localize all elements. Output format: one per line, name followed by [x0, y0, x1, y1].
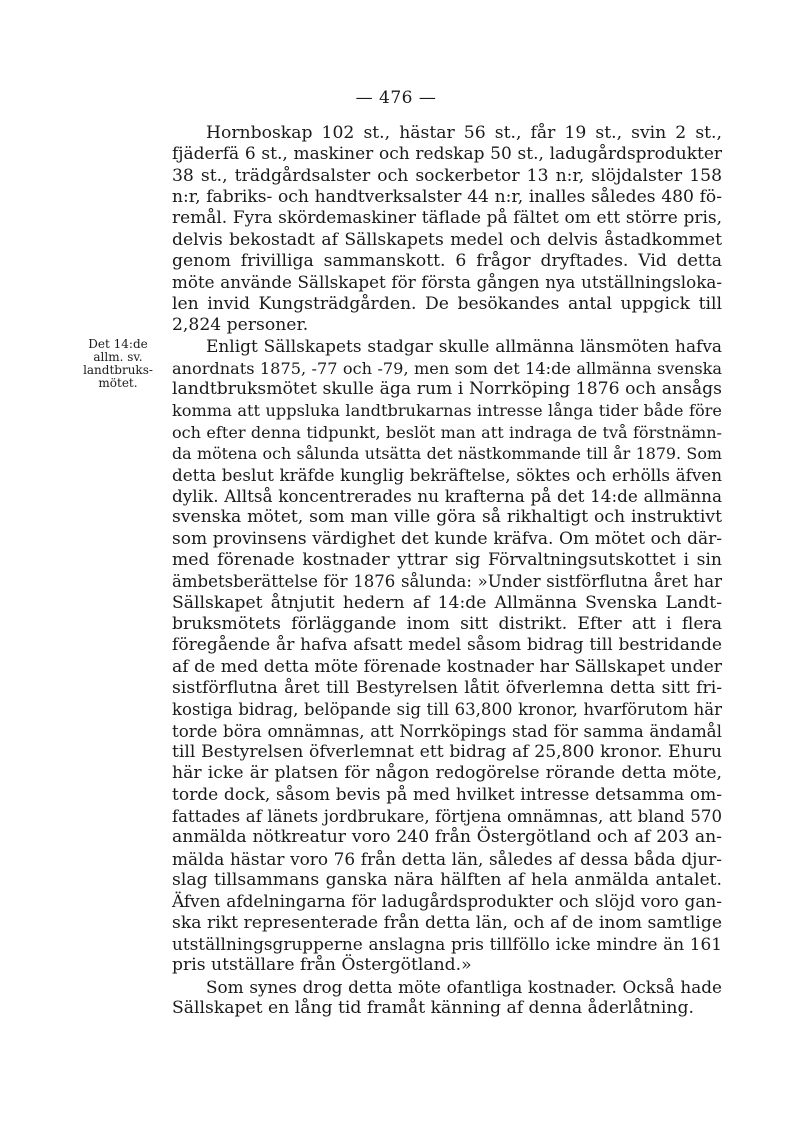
text-line: len invid Kungsträdgården. De besökandes antal uppgick till	[172, 293, 722, 314]
text-line: Hornboskap 102 st., hästar 56 st., får 19 st., svin 2 st.,	[206, 123, 722, 143]
margin-note-line: allm. sv.	[93, 350, 143, 364]
text-line: pris utställare från Östergötland.»	[172, 955, 472, 976]
text-line: 2,824 personer.	[172, 315, 309, 336]
text-line: af de med detta möte förenade kostnader har Sällskapet under	[172, 656, 722, 677]
text-line: fattades af länets jordbrukare, förtjena omnämnas, att bland 570	[172, 807, 722, 826]
margin-note-line: Det 14:de	[88, 337, 148, 351]
text-line: mälda hästar voro 76 från detta län, således af dessa båda djur-	[172, 848, 722, 869]
text-line: da mötena och sålunda utsätta det nästkommande till år 1879. Som	[172, 444, 722, 464]
text-line: här icke är platsen för någon redogörelse rörande detta möte,	[172, 763, 722, 784]
text-line: sistförflutna året till Bestyrelsen låtit öfverlemna detta sitt fri-	[172, 677, 722, 698]
text-line: ämbetsberättelse för 1876 sålunda: »Under sistförflutna året har	[172, 572, 722, 592]
text-line: dylik. Alltså koncentrerades nu krafterna på det 14:de allmänna	[172, 485, 722, 506]
text-line: slag tillsammans ganska nära hälften af hela anmälda antalet.	[172, 870, 722, 891]
text-line: utställningsgrupperne anslagna pris tillföllo icke mindre än 161	[172, 934, 722, 955]
text-line: föregående år hafva afsatt medel såsom bidrag till bestridande	[172, 635, 722, 656]
text-line: fjäderfä 6 st., maskiner och redskap 50 st., ladugårdsprodukter	[172, 144, 722, 165]
text-line: svenska mötet, som man ville göra så rikhaltigt och instruktivt	[172, 507, 722, 528]
text-line: och efter denna tidpunkt, beslöt man att indraga de två förstnämn-	[172, 422, 722, 442]
text-line: Som synes drog detta möte ofantliga kostnader. Också hade	[206, 976, 722, 997]
text-line: genom frivilliga sammanskott. 6 frågor dryftades. Vid detta	[172, 251, 722, 272]
text-line: landtbruksmötet skulle äga rum i Norrköping 1876 och ansågs	[172, 379, 722, 400]
text-line: komma att uppsluka landtbrukarnas intresse långa tider både före	[172, 401, 722, 421]
text-line: 38 st., trädgårdsalster och sockerbetor 13 n:r, slöjdalster 158	[172, 165, 722, 186]
text-line: Enligt Sällskapets stadgar skulle allmänna länsmöten hafva	[206, 336, 722, 357]
text-line: kostiga bidrag, belöpande sig till 63,800 kronor, hvarförutom här	[172, 700, 722, 720]
text-line: som provinsens värdighet det kunde kräfva. Om mötet och där-	[172, 528, 722, 549]
text-line: torde böra omnämnas, att Norrköpings stad för samma ändamål	[172, 720, 722, 741]
margin-note	[74, 338, 162, 390]
page-number: — 476 —	[355, 88, 437, 108]
text-line: anordnats 1875, -77 och -79, men som det 14:de allmänna svenska	[172, 358, 722, 378]
text-line: Sällskapet åtnjutit hedern af 14:de Allmänna Svenska Landt-	[172, 592, 722, 613]
text-line: n:r, fabriks- och handtverksalster 44 n:r, inalles således 480 fö-	[172, 187, 722, 208]
text-line: bruksmötets förläggande inom sitt distrikt. Efter att i flera	[172, 613, 722, 634]
text-line: anmälda nötkreatur voro 240 från Östergötland och af 203 an-	[172, 827, 722, 848]
text-line: ska rikt representerade från detta län, och af de inom samtlige	[172, 912, 722, 933]
text-line: delvis bekostadt af Sällskapets medel och delvis åstadkommet	[172, 229, 722, 250]
text-line: Äfven afdelningarna för ladugårdsprodukter och slöjd voro gan-	[172, 891, 722, 912]
text-line: till Bestyrelsen öfverlemnat ett bidrag af 25,800 kronor. Ehuru	[172, 741, 722, 762]
text-line: torde dock, såsom bevis på med hvilket intresse detsamma om-	[172, 784, 722, 805]
margin-note-line: landtbruks-	[83, 363, 153, 377]
text-line: Sällskapet en lång tid framåt känning af denna åderlåtning.	[172, 998, 694, 1019]
text-line: möte använde Sällskapet för första gången nya utställningsloka-	[172, 272, 722, 293]
text-line: med förenade kostnader yttrar sig Förvaltningsutskottet i sin	[172, 549, 722, 570]
body-text	[172, 123, 722, 1019]
text-line: detta beslut kräfde kunglig bekräftelse, söktes och erhölls äfven	[172, 464, 722, 485]
text-line: remål. Fyra skördemaskiner täflade på fältet om ett större pris,	[172, 208, 722, 229]
margin-note-line: mötet.	[98, 376, 138, 390]
